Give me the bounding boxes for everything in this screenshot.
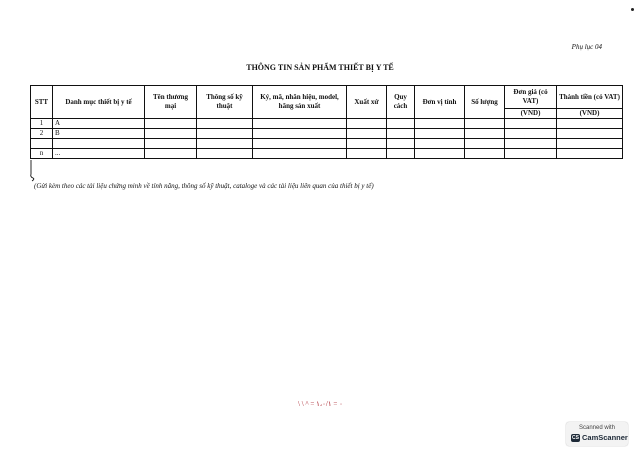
cell-empty — [415, 149, 465, 159]
scan-speck — [631, 8, 634, 11]
appendix-label: Phụ lục 04 — [571, 43, 602, 51]
table-row — [31, 129, 623, 139]
cell-empty — [347, 139, 387, 149]
cell-empty — [145, 129, 197, 139]
footnote: (Gửi kèm theo các tài liệu chứng minh về tính năng, thông số kỹ thuật, cataloge và các tài liệu liên quan của thiết bị y tế) — [34, 182, 374, 190]
cell-empty — [465, 139, 505, 149]
cell-empty — [145, 139, 197, 149]
header-packaging: Quy cách — [387, 86, 415, 119]
handwritten-page-number: \ \ ^ = ٠ = ١،٠/١ — [298, 400, 343, 408]
cell-empty — [557, 149, 623, 159]
cell-empty — [197, 119, 253, 129]
page-title: THÔNG TIN SẢN PHẨM THIẾT BỊ Y TẾ — [246, 63, 394, 72]
table-row — [31, 119, 623, 129]
header-unit-price: Đơn giá (có VAT) — [505, 86, 557, 109]
header-stt: STT — [31, 86, 53, 119]
cell-item: ... — [53, 149, 145, 159]
header-total-currency: (VND) — [557, 109, 623, 119]
cell-empty — [387, 139, 415, 149]
cell-empty — [347, 119, 387, 129]
cell-empty — [387, 119, 415, 129]
cell-stt: 2 — [31, 129, 53, 139]
cell-empty — [347, 129, 387, 139]
cell-empty — [253, 139, 347, 149]
cell-empty — [145, 149, 197, 159]
handwritten-bracket-mark — [28, 160, 38, 182]
header-unit-price-currency: (VND) — [505, 109, 557, 119]
header-row — [31, 86, 623, 109]
header-total: Thành tiền (có VAT) — [557, 86, 623, 109]
cell-empty — [505, 149, 557, 159]
cell-empty — [557, 119, 623, 129]
watermark-caption: Scanned with — [578, 425, 616, 431]
header-category: Danh mục thiết bị y tế — [53, 86, 145, 119]
cell-empty — [253, 149, 347, 159]
header-model-maker: Ký, mã, nhãn hiệu, model, hãng sản xuất — [253, 86, 347, 119]
cell-empty — [505, 119, 557, 129]
cell-empty — [387, 149, 415, 159]
cell-empty — [465, 149, 505, 159]
cell-stt — [31, 139, 53, 149]
cell-empty — [465, 129, 505, 139]
camscanner-watermark — [566, 422, 628, 446]
camscanner-logo-icon: CS — [572, 435, 579, 441]
cell-empty — [465, 119, 505, 129]
header-unit: Đơn vị tính — [415, 86, 465, 119]
table-row — [31, 149, 623, 159]
cell-empty — [347, 149, 387, 159]
header-trade-name: Tên thương mại — [145, 86, 197, 119]
header-origin: Xuất xứ — [347, 86, 387, 119]
cell-empty — [197, 129, 253, 139]
cell-item: A — [53, 119, 145, 129]
table-row — [31, 139, 623, 149]
cell-empty — [415, 139, 465, 149]
cell-empty — [557, 139, 623, 149]
cell-empty — [253, 119, 347, 129]
cell-stt: 1 — [31, 119, 53, 129]
header-quantity: Số lượng — [465, 86, 505, 119]
cell-item: B — [53, 129, 145, 139]
product-table — [30, 85, 623, 159]
cell-empty — [505, 139, 557, 149]
cell-empty — [197, 149, 253, 159]
cell-empty — [415, 119, 465, 129]
watermark-brand: CamScanner — [582, 433, 628, 442]
cell-empty — [557, 129, 623, 139]
cell-item — [53, 139, 145, 149]
cell-empty — [387, 129, 415, 139]
cell-empty — [415, 129, 465, 139]
cell-stt: n — [31, 149, 53, 159]
cell-empty — [253, 129, 347, 139]
cell-empty — [145, 119, 197, 129]
cell-empty — [197, 139, 253, 149]
header-specs: Thông số kỹ thuật — [197, 86, 253, 119]
cell-empty — [505, 129, 557, 139]
